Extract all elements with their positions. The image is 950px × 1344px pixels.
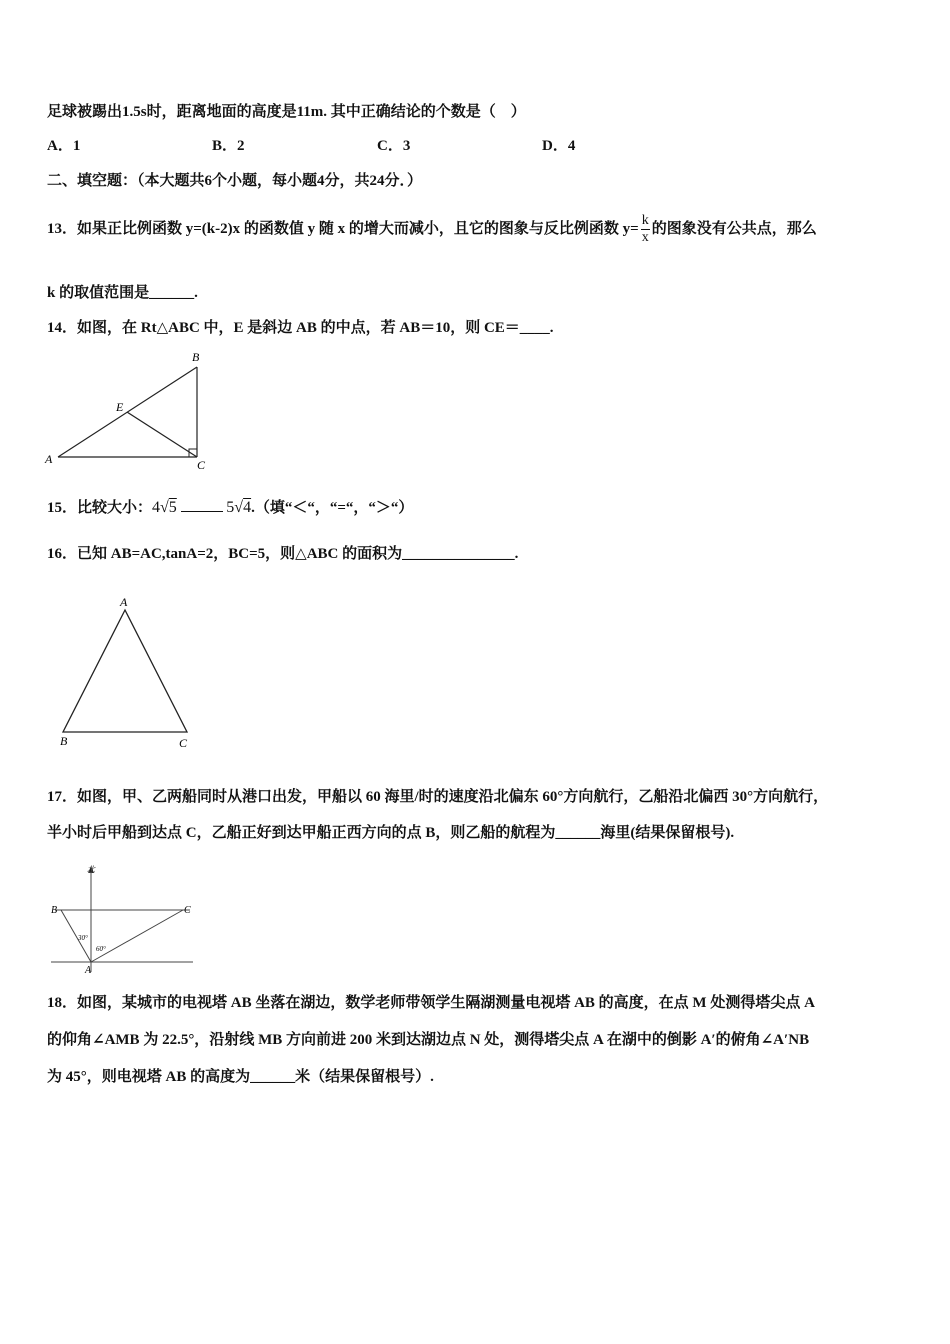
q14-segment-ce bbox=[127, 412, 197, 457]
q13-frac-numerator: k bbox=[641, 213, 649, 229]
q13-line1 bbox=[47, 210, 817, 248]
q16-triangle bbox=[63, 610, 187, 732]
q17-label-angle30: 30° bbox=[78, 934, 88, 942]
q15-left-coefficient: 4 bbox=[152, 499, 161, 516]
q15-prefix: 15．比较大小： bbox=[47, 500, 153, 516]
q18-line2: 的仰角∠AMB 为 22.5°，沿射线 MB 方向前进 200 米到达湖边点 N 处，测得塔尖点 A 在湖中的倒影 A′的俯角∠A′NB bbox=[47, 1032, 810, 1048]
q16-label-b: B bbox=[60, 734, 68, 748]
q12-option-a: A．1 bbox=[47, 138, 81, 154]
q17-label-c: C bbox=[184, 905, 191, 916]
q17-label-north: 北 bbox=[87, 865, 95, 874]
q17-label-a: A bbox=[85, 965, 92, 976]
q17-line2: 半小时后甲船到达点 C，乙船正好到达甲船正西方向的点 B，则乙船的航程为______海里(结果保留根号). bbox=[47, 825, 735, 841]
q15-line bbox=[47, 494, 413, 522]
q12-option-d: D．4 bbox=[542, 138, 576, 154]
q17-line1: 17．如图，甲、乙两船同时从港口出发，甲船以 60 海里/时的速度沿北偏东 60°方向航行，乙船沿北偏西 30°方向航行， bbox=[47, 789, 829, 805]
q12-option-c: C．3 bbox=[377, 138, 411, 154]
q17-line-ac bbox=[91, 910, 183, 962]
q14-label-a: A bbox=[45, 452, 53, 466]
q13-frac-denominator: x bbox=[641, 230, 649, 246]
q14-text: 14．如图，在 Rt△ABC 中，E 是斜边 AB 的中点，若 AB＝10，则 CE＝____. bbox=[47, 320, 554, 336]
q16-triangle-figure bbox=[48, 592, 208, 752]
q15-left-radicand: 5 bbox=[168, 499, 177, 516]
q15-answer-blank bbox=[181, 497, 223, 512]
q12-option-b: B．2 bbox=[212, 138, 245, 154]
q14-label-e: E bbox=[116, 400, 124, 414]
q12-stem-tail: 足球被踢出1.5s时，距离地面的高度是11m. 其中正确结论的个数是（ ） bbox=[47, 104, 526, 120]
q15-suffix: .（填“＜“，“=“，“＞“） bbox=[251, 500, 414, 516]
q13-fraction bbox=[641, 213, 650, 246]
q14-label-c: C bbox=[197, 458, 206, 472]
q15-right-radicand: 4 bbox=[243, 499, 252, 516]
q15-right-expression: 5√4 bbox=[226, 499, 252, 516]
q14-label-b: B bbox=[192, 350, 200, 364]
q18-line1: 18．如图，某城市的电视塔 AB 坐落在湖边，数学老师带领学生隔湖测量电视塔 AB 的高度，在点 M 处测得塔尖点 A bbox=[47, 995, 815, 1011]
q13-line2: k 的取值范围是______. bbox=[47, 285, 198, 301]
q16-label-c: C bbox=[179, 736, 188, 750]
q13-text-part2: 的图象没有公共点，那么 bbox=[651, 221, 817, 237]
q17-navigation-figure bbox=[45, 862, 200, 977]
q17-label-b: B bbox=[51, 905, 58, 916]
q13-text-part1: 13．如果正比例函数 y=(k-2)x 的函数值 y 随 x 的增大而减小，且它的图象与反比例函数 y= bbox=[47, 221, 639, 237]
q14-triangle-figure bbox=[40, 345, 220, 475]
q16-label-a: A bbox=[120, 595, 128, 609]
q18-line3: 为 45°，则电视塔 AB 的高度为______米（结果保留根号）. bbox=[47, 1069, 434, 1085]
q15-left-expression: 4√5 bbox=[152, 499, 177, 516]
q15-right-coefficient: 5 bbox=[226, 499, 235, 516]
q17-label-angle60: 60° bbox=[96, 945, 106, 953]
section-heading: 二、填空题：（本大题共6个小题，每小题4分，共24分．） bbox=[47, 173, 423, 189]
q16-text: 16．已知 AB=AC,tanA=2，BC=5，则△ABC 的面积为_______________. bbox=[47, 546, 519, 562]
